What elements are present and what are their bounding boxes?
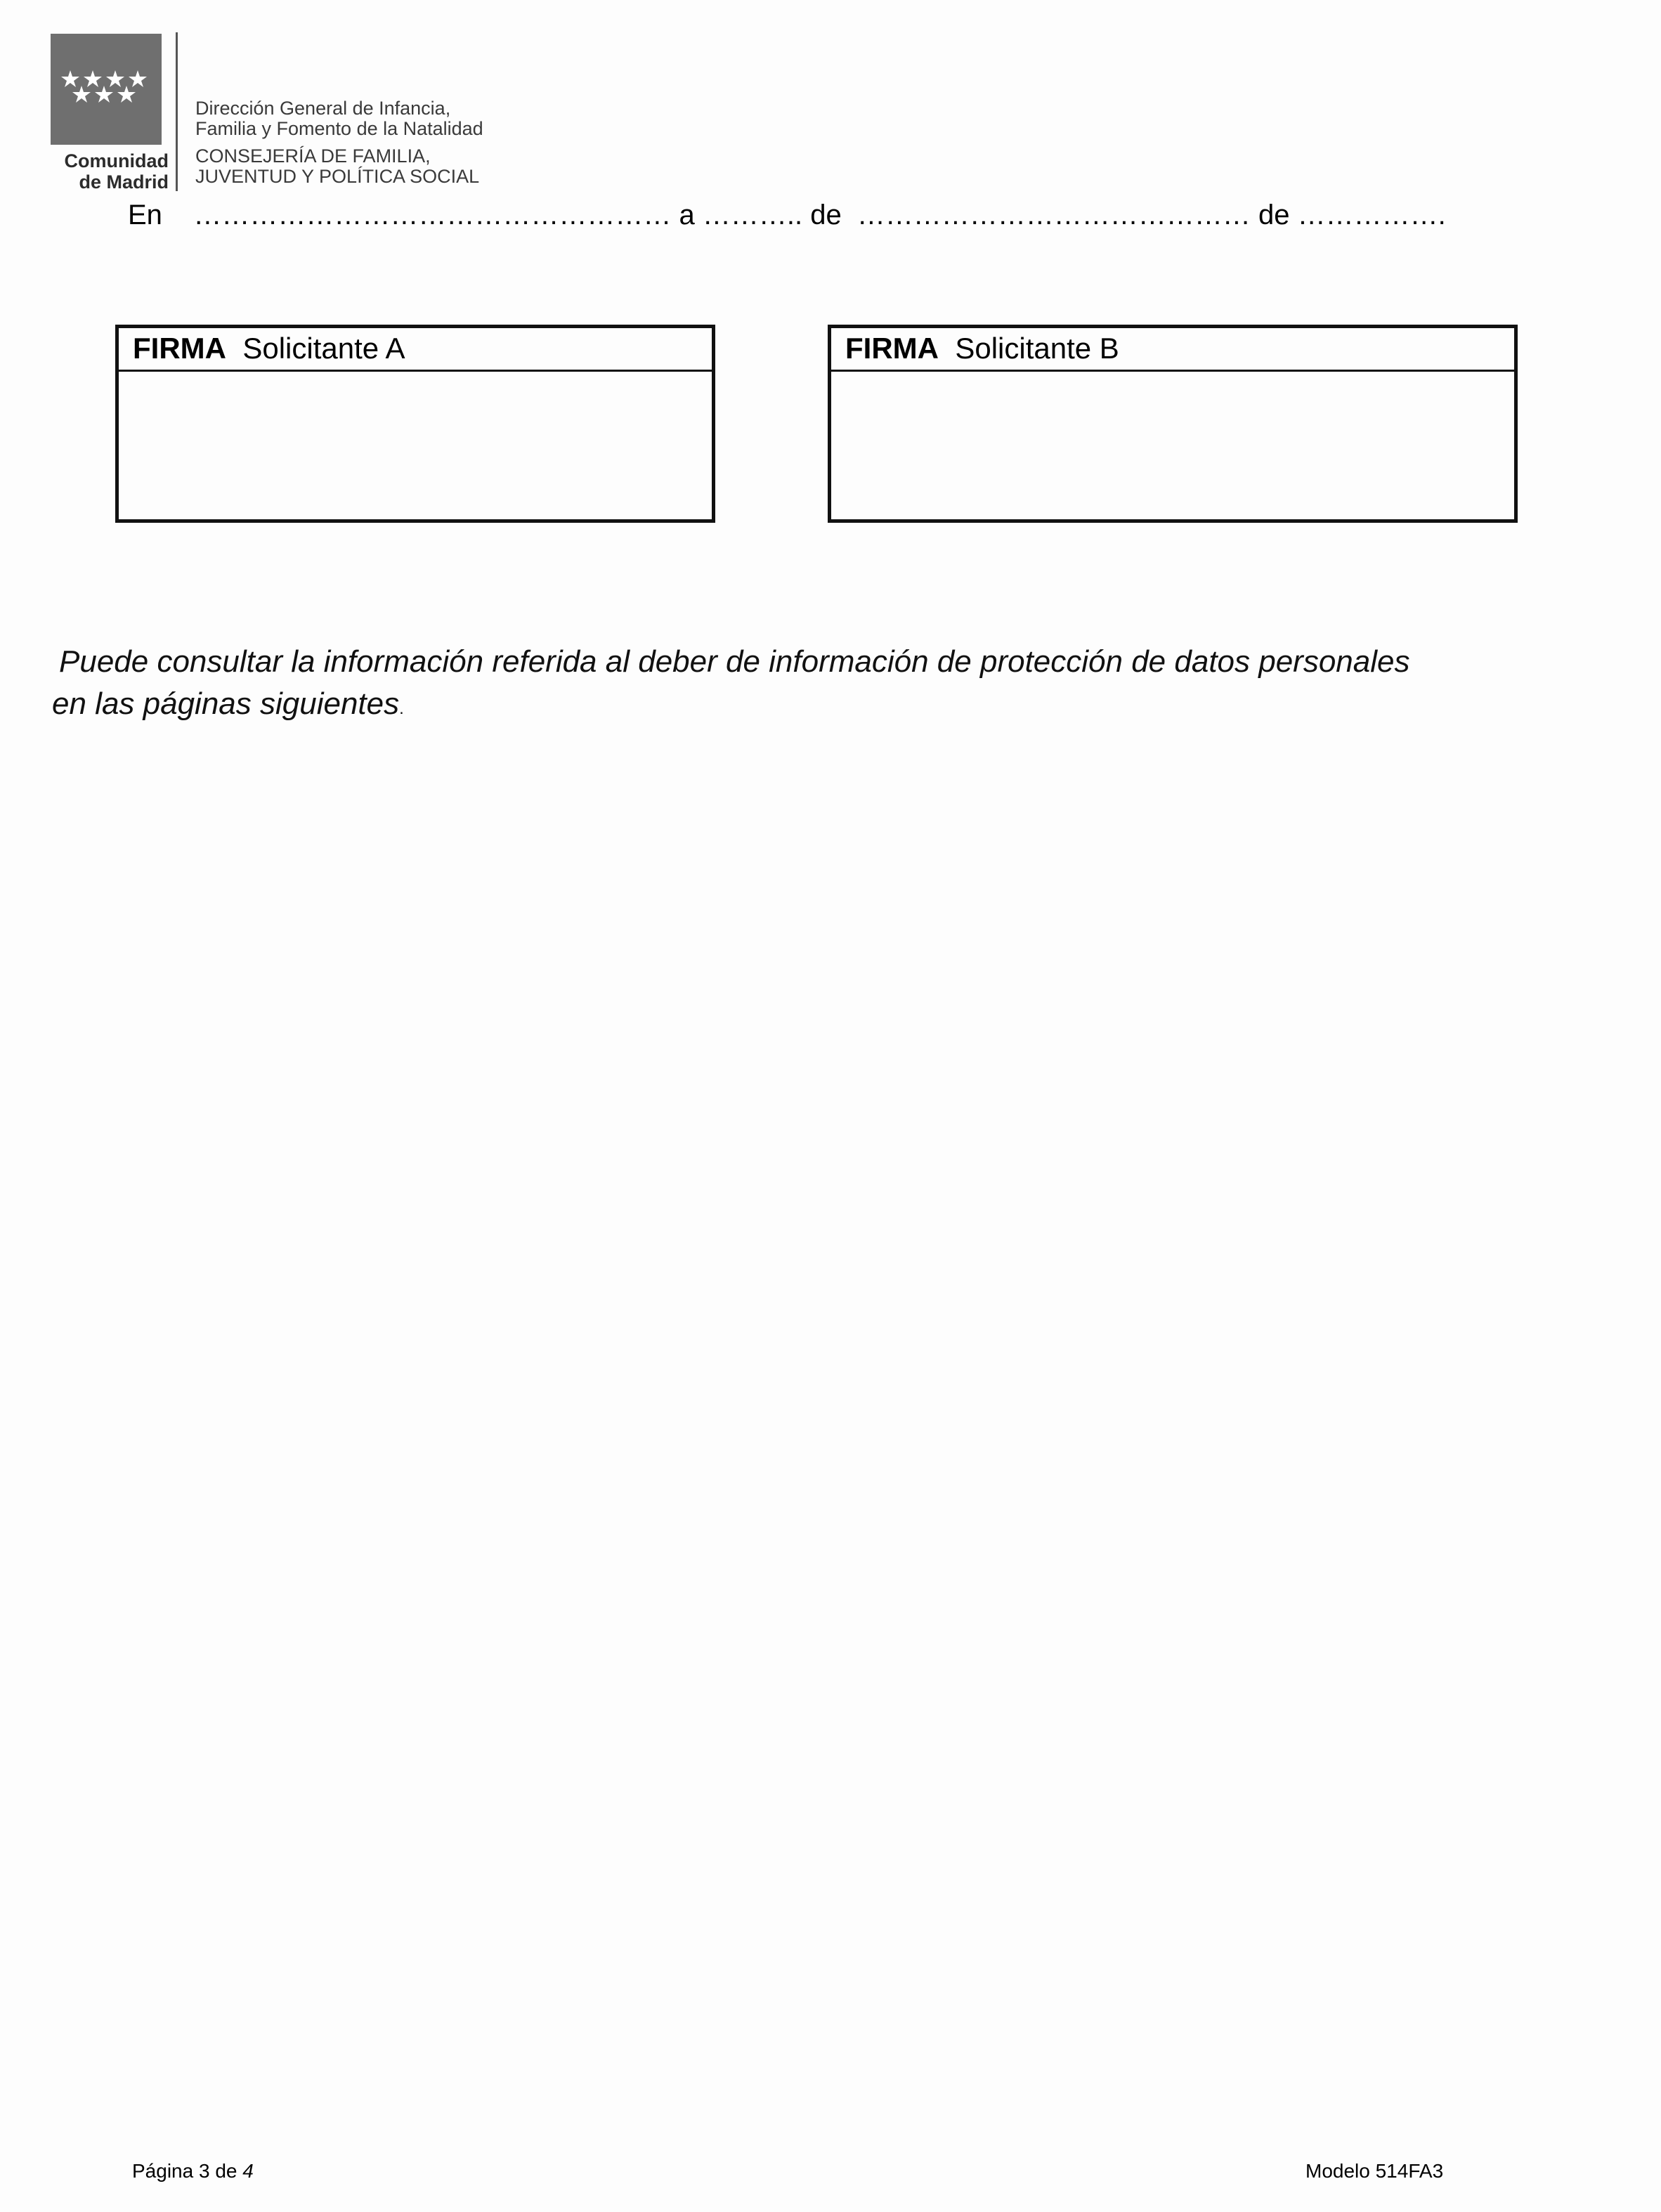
- logo-line-2: de Madrid: [79, 171, 169, 193]
- page-number: [132, 2159, 254, 2183]
- notice-line-1: Puede consultar la información referida al deber de información de protección de datos personales: [59, 644, 1410, 679]
- signature-area-a[interactable]: [119, 372, 712, 512]
- data-protection-notice: [52, 641, 1542, 730]
- dept-line-4: JUVENTUD Y POLÍTICA SOCIAL: [195, 166, 480, 187]
- signature-area-b[interactable]: [831, 372, 1514, 512]
- notice-period: .: [399, 699, 404, 718]
- signature-label: Solicitante A: [242, 332, 405, 365]
- notice-line-2: [52, 683, 1542, 730]
- signature-label-bold: FIRMA: [133, 332, 226, 365]
- signature-label: Solicitante B: [955, 332, 1119, 365]
- place-date-line: En …………………………………………… a ……….. de …………………………………… de …………….: [128, 200, 1446, 230]
- notice-line-2-text: en las páginas siguientes: [52, 687, 400, 721]
- logo-emblem: [51, 34, 162, 145]
- department-block: [195, 98, 483, 187]
- dept-line-2: Familia y Fomento de la Natalidad: [195, 118, 483, 139]
- page-total: 4: [242, 2160, 254, 2182]
- signature-box-a: [115, 325, 715, 523]
- page-number-prefix: Página 3 de: [132, 2160, 243, 2182]
- signature-box-b: [828, 325, 1518, 523]
- header-divider: [176, 32, 178, 191]
- model-code: Modelo 514FA3: [1305, 2160, 1444, 2182]
- logo-wordmark: [49, 150, 169, 193]
- stars-icon: [51, 34, 162, 145]
- signature-header-b: [831, 328, 1514, 372]
- dept-line-1: Dirección General de Infancia,: [195, 98, 451, 119]
- logo-line-1: Comunidad: [64, 150, 169, 171]
- dept-line-3: CONSEJERÍA DE FAMILIA,: [195, 145, 431, 167]
- signature-header-a: [119, 328, 712, 372]
- signature-label-bold: FIRMA: [845, 332, 939, 365]
